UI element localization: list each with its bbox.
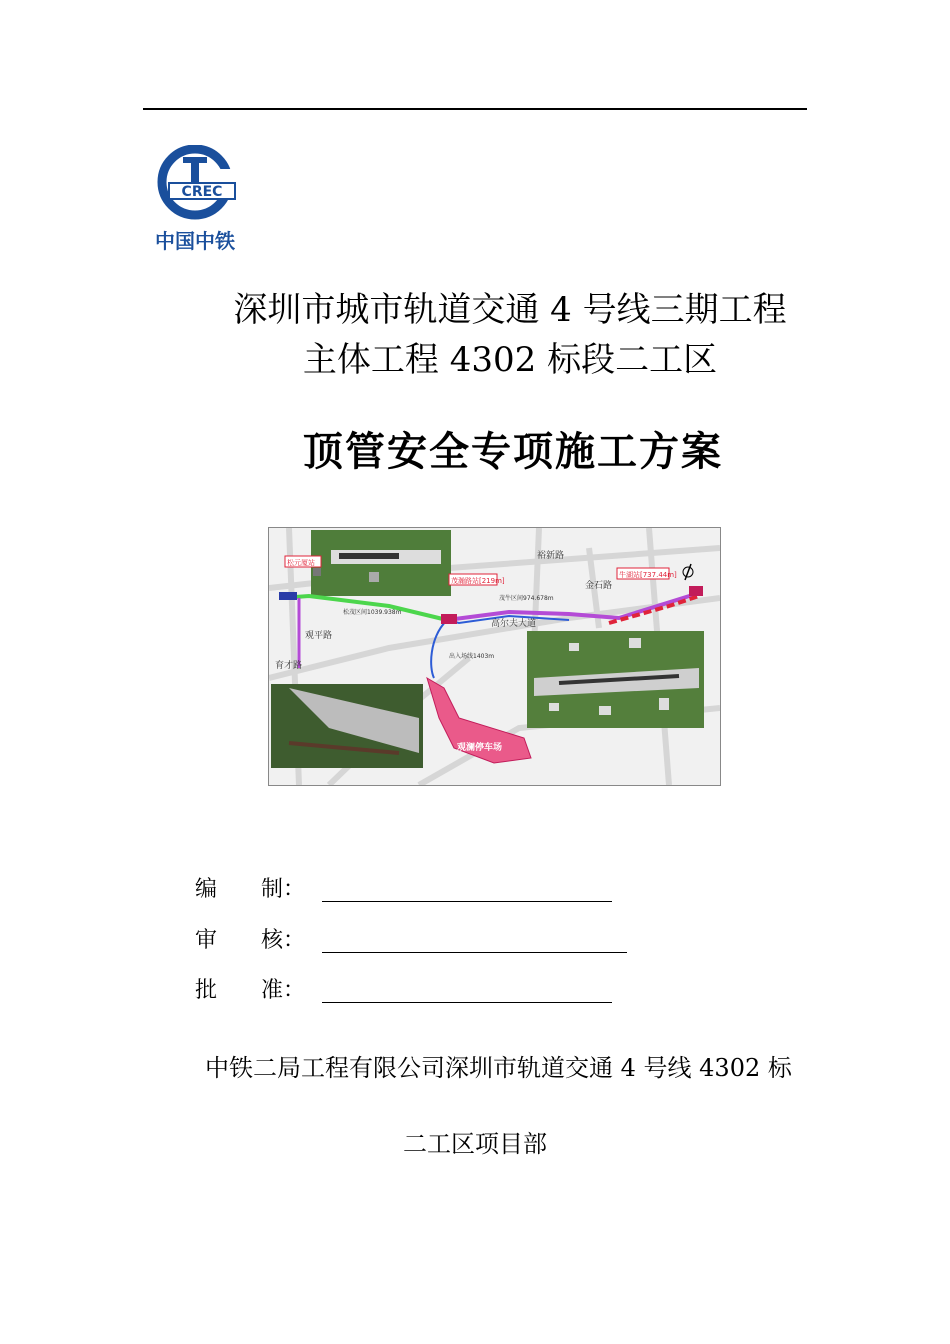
crec-emblem-icon — [155, 145, 265, 225]
map-label-depot-line: 出入场线1403m — [449, 653, 495, 660]
map-label-station-mid: 茂瀚路站[219m] — [451, 577, 505, 585]
map-label-road-golf: 高尔夫大道 — [491, 619, 537, 629]
map-label-depot: 观澜停车场 — [457, 743, 503, 753]
inset-render-bottom — [271, 684, 423, 768]
signature-reviewed-line[interactable] — [322, 952, 627, 953]
company-logo — [155, 145, 265, 253]
map-label-road-jinshi: 金石路 — [585, 581, 613, 591]
project-title-line2: 主体工程 4302 标段二工区 — [302, 340, 718, 380]
signature-approved-line[interactable] — [322, 1002, 612, 1003]
signature-compiled-row — [195, 875, 317, 905]
project-title-line1: 深圳市城市轨道交通 4 号线三期工程 — [233, 290, 787, 330]
map-label-road-yuxin: 裕新路 — [537, 551, 565, 561]
map-label-station-right: 牛湖站[737.44m] — [619, 571, 677, 579]
inset-render-right — [527, 631, 704, 728]
logo-emblem-text: CREC — [181, 184, 223, 200]
signature-compiled-line[interactable] — [322, 901, 612, 902]
map-label-section-left: 松茂区间1039.938m — [343, 609, 402, 616]
map-label-section-right: 茂牛区间974.678m — [499, 595, 554, 602]
signature-reviewed-label: 审 核： — [195, 928, 306, 953]
top-rule — [143, 108, 807, 110]
signature-compiled-label: 编 制： — [195, 877, 306, 902]
footer-company-line: 中铁二局工程有限公司深圳市轨道交通 4 号线 4302 标 — [205, 1054, 792, 1082]
north-arrow-icon — [683, 564, 693, 580]
signature-approved-label: 批 准： — [195, 978, 306, 1003]
map-label-road-yucai: 育才路 — [275, 661, 303, 671]
document-title: 顶管安全专项施工方案 — [303, 428, 723, 475]
logo-company-name: 中国中铁 — [155, 229, 235, 253]
signature-approved-row — [195, 976, 317, 1006]
map-label-station-left: 松元厦站 — [287, 559, 315, 567]
route-map-image — [268, 527, 721, 786]
signature-reviewed-row — [195, 926, 317, 956]
footer-department-line: 二工区项目部 — [403, 1130, 547, 1158]
map-label-road-guanping: 观平路 — [305, 631, 333, 641]
inset-render-top — [311, 530, 451, 596]
